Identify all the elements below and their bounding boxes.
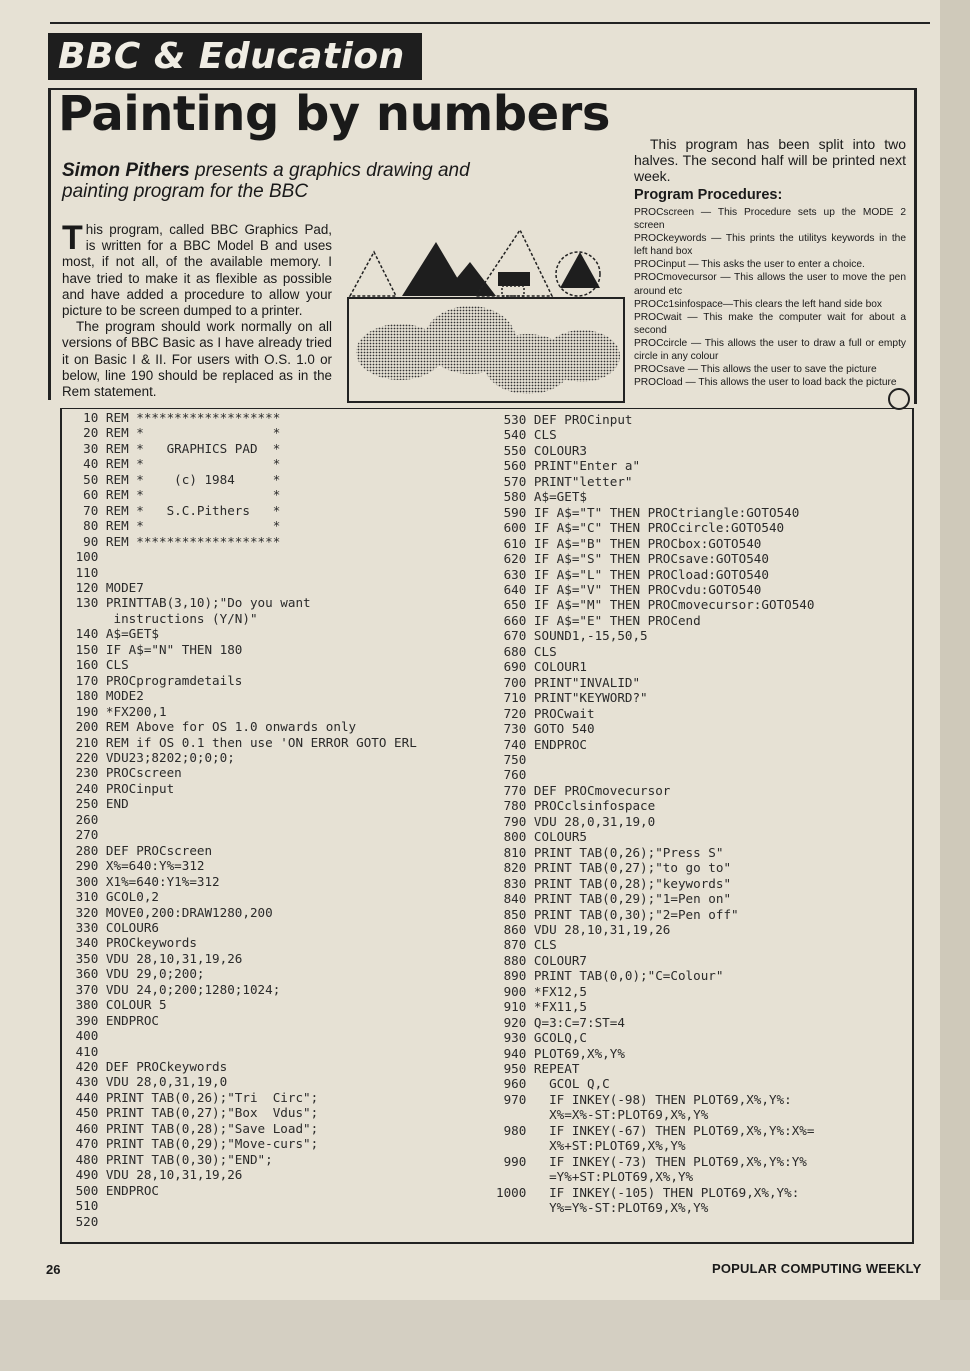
code-line: 120 MODE7 [68,579,144,595]
code-line: 870 CLS [496,937,557,953]
code-line: 210 REM if OS 0.1 then use 'ON ERROR GOTO ERL [68,734,417,750]
program-listing-left [68,410,417,1229]
graphic-triangle-outline-left [350,252,396,296]
scan-bottom-band [0,1300,970,1371]
code-line: 80 REM * * [68,518,281,534]
code-line: 520 [68,1213,99,1229]
code-line: 890 PRINT TAB(0,0);"C=Colour" [496,968,724,984]
code-line: 510 [68,1198,99,1214]
code-line: 60 REM * * [68,487,281,503]
screen-graphic-illustration [342,228,630,404]
code-line: 750 [496,751,527,767]
code-line: 560 PRINT"Enter a" [496,458,641,474]
code-line: 780 PROCclsinfospace [496,798,656,814]
code-line: 880 COLOUR7 [496,952,587,968]
program-listing-right [496,412,814,1216]
magazine-name: POPULAR COMPUTING WEEKLY [712,1261,922,1276]
code-line: 980 IF INKEY(-67) THEN PLOT69,X%,Y%:X%= [496,1122,815,1138]
code-line: 600 IF A$="C" THEN PROCcircle:GOTO540 [496,520,785,536]
code-line: 960 GCOL Q,C [496,1076,610,1092]
code-line: 540 CLS [496,427,557,443]
code-line: 400 [68,1028,99,1044]
code-line: 660 IF A$="E" THEN PROCend [496,612,701,628]
code-line: 850 PRINT TAB(0,30);"2=Pen off" [496,906,739,922]
article-title: Painting by numbers [58,86,610,142]
code-line: 720 PROCwait [496,705,595,721]
byline [62,160,482,202]
article-frame-right [914,88,917,404]
intro-paragraph-2: The program should work normally on all versions of BBC Basic as I have already tried it on Basic I & II. For users with O.S. 1.0 or below, line 190 should be replaced as in the Rem statement. [62,319,332,400]
code-line: 290 X%=640:Y%=312 [68,858,205,874]
code-line: 320 MOVE0,200:DRAW1280,200 [68,904,273,920]
intro-paragraph-1 [62,219,332,319]
code-line: X%=X%-ST:PLOT69,X%,Y% [496,1107,709,1123]
code-line: 240 PROCinput [68,780,175,796]
code-line: 100 [68,549,99,565]
code-line: instructions (Y/N)" [68,610,258,626]
top-rule [50,22,930,24]
code-line: 810 PRINT TAB(0,26);"Press S" [496,844,724,860]
code-line: Y%=Y%-ST:PLOT69,X%,Y% [496,1200,709,1216]
code-line: 150 IF A$="N" THEN 180 [68,641,243,657]
code-line: 860 VDU 28,10,31,19,26 [496,921,671,937]
corner-circle-mark [888,388,910,410]
code-line: 10 REM ******************* [68,410,281,425]
code-line: 820 PRINT TAB(0,27);"to go to" [496,860,732,876]
code-line: 740 ENDPROC [496,736,587,752]
code-line: 950 REPEAT [496,1061,580,1077]
code-line: 30 REM * GRAPHICS PAD * [68,440,281,456]
code-line: 70 REM * S.C.Pithers * [68,502,281,518]
code-line: 970 IF INKEY(-98) THEN PLOT69,X%,Y%: [496,1091,792,1107]
code-line: 40 REM * * [68,456,281,472]
code-line: 300 X1%=640:Y1%=312 [68,873,220,889]
procedure-item: PROCwait — This make the computer wait for about a second [634,311,906,336]
code-line: 330 COLOUR6 [68,919,159,935]
code-line: 920 Q=3:C=7:ST=4 [496,1014,625,1030]
code-line: 1000 IF INKEY(-105) THEN PLOT69,X%,Y%: [496,1184,800,1200]
code-line: 220 VDU23;8202;0;0;0; [68,749,235,765]
next-page-edge [940,0,970,1300]
code-line: 110 [68,564,99,580]
code-line: 190 *FX200,1 [68,703,167,719]
code-line: 730 GOTO 540 [496,721,595,737]
code-line: 390 ENDPROC [68,1012,159,1028]
article-frame-left [48,88,51,400]
code-line: 370 VDU 24,0;200;1280;1024; [68,981,281,997]
drop-cap: T [62,219,83,257]
code-line: 460 PRINT TAB(0,28);"Save Load"; [68,1120,319,1136]
code-line: 550 COLOUR3 [496,442,587,458]
code-line: 710 PRINT"KEYWORD?" [496,690,648,706]
code-line: 500 ENDPROC [68,1182,159,1198]
code-line: X%+ST:PLOT69,X%,Y% [496,1138,686,1154]
code-line: 360 VDU 29,0;200; [68,966,205,982]
procedure-item: PROCkeywords — This prints the utilitys keywords in the left hand box [634,233,906,258]
intro-text [62,219,332,400]
code-line: 690 COLOUR1 [496,659,587,675]
code-line: 800 COLOUR5 [496,829,587,845]
code-line: 20 REM * * [68,425,281,441]
procedure-item: PROCinput — This asks the user to enter a choice. [634,259,865,271]
code-line: 670 SOUND1,-15,50,5 [496,628,648,644]
code-line: 610 IF A$="B" THEN PROCbox:GOTO540 [496,535,762,551]
code-line: 570 PRINT"letter" [496,473,633,489]
code-line: 170 PROCprogramdetails [68,672,243,688]
code-line: 250 END [68,796,129,812]
graphic-ellipse-4 [544,330,620,382]
page-number: 26 [46,1262,61,1277]
code-line: 180 MODE2 [68,688,144,704]
code-line: 90 REM ******************* [68,533,281,549]
code-line: 310 GCOL0,2 [68,889,159,905]
procedure-item: PROCcircle — This allows the user to draw a full or empty circle in any colour [634,337,906,363]
procedure-item: PROCscreen — This Procedure sets up the MODE 2 screen [634,207,906,232]
code-line: 620 IF A$="S" THEN PROCsave:GOTO540 [496,551,769,567]
section-banner: BBC & Education [48,33,422,80]
code-line: 200 REM Above for OS 1.0 onwards only [68,719,357,735]
code-line: 140 A$=GET$ [68,626,159,642]
code-line: 830 PRINT TAB(0,28);"keywords" [496,875,732,891]
code-line: 930 GCOLQ,C [496,1030,587,1046]
code-line: 900 *FX12,5 [496,983,587,999]
graphic-triangle-in-circle [560,252,600,288]
intro-paragraph-1-text: his program, called BBC Graphics Pad, is written for a BBC Model B and uses most, if not all, of the available memory. I have tried to make it as flexible as possible and have added a procedure to allow your picture to be screen dumped to a printer. [62,222,332,319]
code-line: =Y%+ST:PLOT69,X%,Y% [496,1169,694,1185]
graphic-box-outline [502,286,524,296]
code-line: 590 IF A$="T" THEN PROCtriangle:GOTO540 [496,504,800,520]
code-line: 840 PRINT TAB(0,29);"1=Pen on" [496,891,732,907]
code-line: 700 PRINT"INVALID" [496,674,641,690]
code-line: 990 IF INKEY(-73) THEN PLOT69,X%,Y%:Y% [496,1153,807,1169]
graphic-box [498,272,530,286]
code-line: 760 [496,767,527,783]
procedures-heading: Program Procedures: [634,187,783,203]
right-column-text [634,136,906,389]
code-line: 630 IF A$="L" THEN PROCload:GOTO540 [496,566,769,582]
code-line: 490 VDU 28,10,31,19,26 [68,1167,243,1183]
code-line: 160 CLS [68,657,129,673]
code-line: 380 COLOUR 5 [68,997,167,1013]
code-line: 340 PROCkeywords [68,935,197,951]
procedure-item: PROCload — This allows the user to load back the picture [634,377,897,389]
code-line: 790 VDU 28,0,31,19,0 [496,813,656,829]
code-line: 470 PRINT TAB(0,29);"Move-curs"; [68,1136,319,1152]
code-line: 50 REM * (c) 1984 * [68,471,281,487]
procedure-item: PROCc1sinfospace—This clears the left hand side box [634,298,883,310]
procedure-item: PROCsave — This allows the user to save the picture [634,364,877,376]
code-line: 480 PRINT TAB(0,30);"END"; [68,1151,273,1167]
byline-author: Simon Pithers [62,160,190,181]
procedure-item: PROCmovecursor — This allows the user to move the pen around etc [634,272,906,297]
code-line: 530 DEF PROCinput [496,412,633,427]
code-line: 650 IF A$="M" THEN PROCmovecursor:GOTO540 [496,597,815,613]
code-line: 940 PLOT69,X%,Y% [496,1045,625,1061]
code-line: 280 DEF PROCscreen [68,842,213,858]
code-line: 270 [68,827,99,843]
code-line: 260 [68,811,99,827]
code-line: 130 PRINTTAB(3,10);"Do you want [68,595,311,611]
code-line: 770 DEF PROCmovecursor [496,782,671,798]
code-line: 410 [68,1043,99,1059]
byline-text: presents a graphics drawing and painting program for the BBC [62,160,470,202]
code-line: 230 PROCscreen [68,765,182,781]
code-line: 430 VDU 28,0,31,19,0 [68,1074,228,1090]
code-line: 640 IF A$="V" THEN PROCvdu:GOTO540 [496,581,762,597]
code-line: 420 DEF PROCkeywords [68,1059,228,1075]
code-line: 680 CLS [496,643,557,659]
code-line: 910 *FX11,5 [496,999,587,1015]
lead-paragraph: This program has been split into two halves. The second half will be printed next week. [634,136,906,184]
code-line: 440 PRINT TAB(0,26);"Tri Circ"; [68,1089,319,1105]
code-line: 580 A$=GET$ [496,489,587,505]
code-line: 450 PRINT TAB(0,27);"Box Vdus"; [68,1105,319,1121]
code-line: 350 VDU 28,10,31,19,26 [68,950,243,966]
